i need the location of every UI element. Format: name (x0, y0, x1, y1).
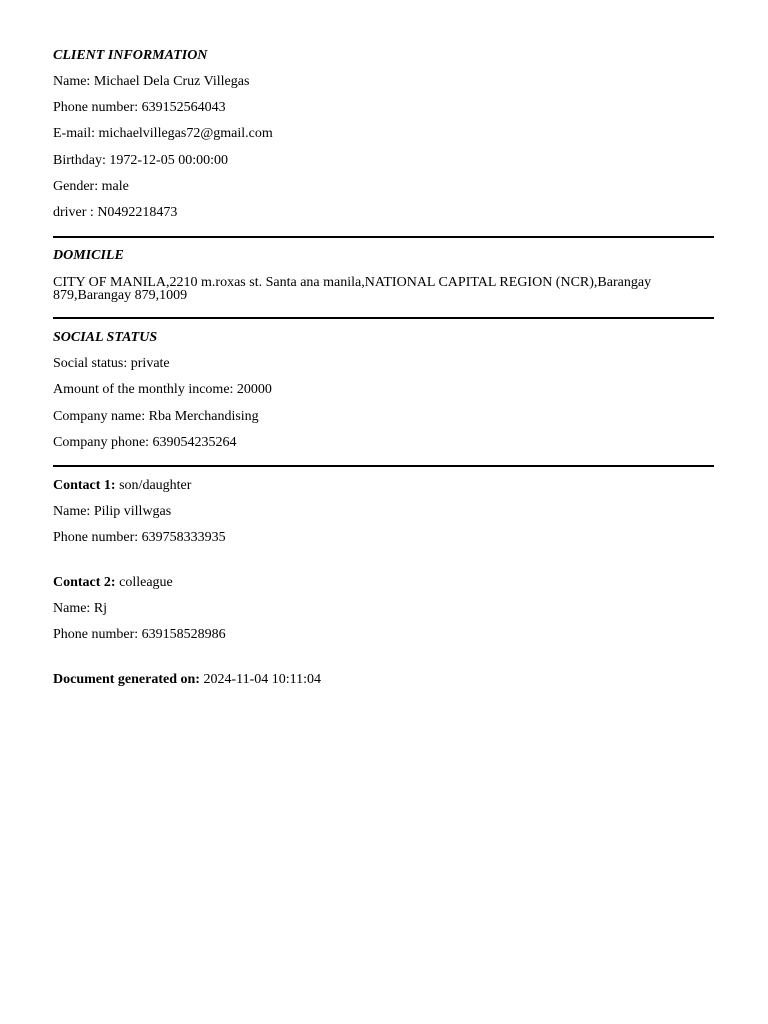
contact-2-label: Contact 2: (53, 575, 116, 590)
document-generated (53, 672, 321, 688)
section-divider (53, 317, 714, 319)
contact-1-relation: son/daughter (119, 478, 192, 493)
contact-1-name: Name: Pilip villwgas (53, 504, 172, 519)
contact-1-heading (53, 478, 191, 494)
section-divider (53, 465, 714, 467)
social-status: Social status: private (53, 356, 170, 371)
contact-2-phone: Phone number: 639158528986 (53, 627, 226, 642)
contact-2-name: Name: Rj (53, 601, 108, 616)
monthly-income: Amount of the monthly income: 20000 (53, 382, 272, 397)
client-birthday: Birthday: 1972-12-05 00:00:00 (53, 153, 228, 168)
company-name: Company name: Rba Merchandising (53, 409, 259, 424)
section-divider (53, 236, 714, 238)
contact-2-heading (53, 575, 173, 591)
generated-timestamp: 2024-11-04 10:11:04 (203, 672, 322, 687)
domicile-address: CITY OF MANILA,2210 m.roxas st. Santa ana manila,NATIONAL CAPITAL REGION (NCR),Barangay 879,Barangay 879,1009 (53, 275, 652, 303)
generated-label: Document generated on: (53, 672, 200, 687)
client-email: E-mail: michaelvillegas72@gmail.com (53, 126, 273, 141)
client-name: Name: Michael Dela Cruz Villegas (53, 74, 250, 89)
domicile-title: DOMICILE (53, 248, 124, 263)
company-phone: Company phone: 639054235264 (53, 435, 237, 450)
contact-1-phone: Phone number: 639758333935 (53, 530, 226, 545)
client-driver: driver : N0492218473 (53, 205, 178, 220)
contact-2-relation: colleague (119, 575, 173, 590)
social-status-title: SOCIAL STATUS (53, 330, 158, 345)
contact-1-label: Contact 1: (53, 478, 116, 493)
client-phone: Phone number: 639152564043 (53, 100, 226, 115)
client-gender: Gender: male (53, 179, 129, 194)
client-information-title: CLIENT INFORMATION (53, 48, 208, 63)
